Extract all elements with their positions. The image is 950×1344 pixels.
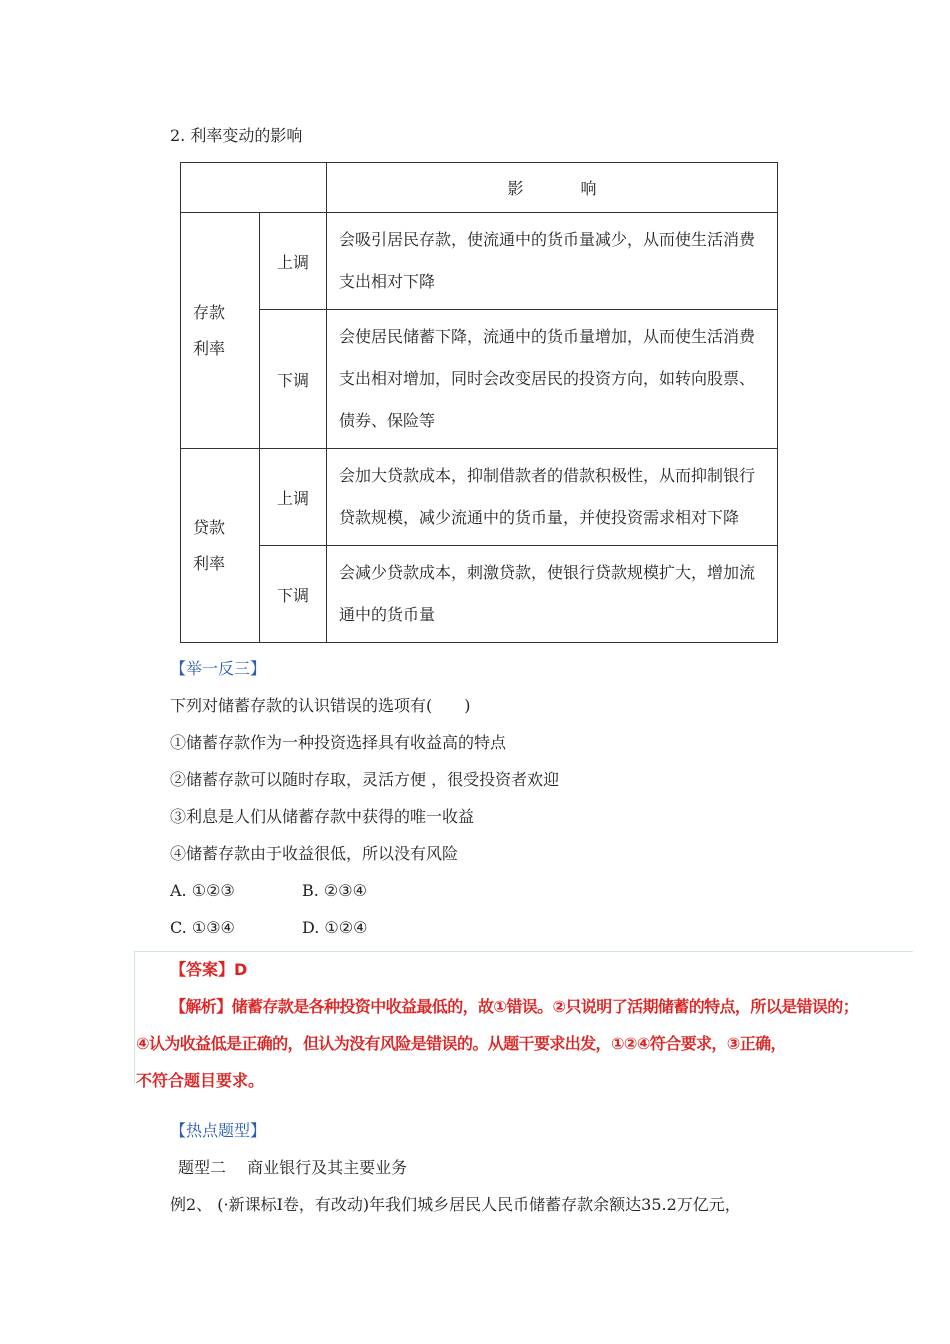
impact-cell: 会吸引居民存款，使流通中的货币量减少，从而使生活消费支出相对下降 <box>327 213 778 310</box>
practice-item: ④储蓄存款由于收益很低，所以没有风险 <box>170 844 459 863</box>
direction-cell: 上调 <box>260 213 327 310</box>
impact-cell: 会使居民储蓄下降，流通中的货币量增加，从而使生活消费支出相对增加，同时会改变居民的投资方向，如转向股票、债券、保险等 <box>327 310 778 449</box>
loan-rate-label: 贷款 利率 <box>181 449 260 643</box>
table-row <box>181 449 778 546</box>
table-row <box>181 213 778 310</box>
example-line: 例2、 (·新课标Ⅰ卷，有改动)年我们城乡居民人民币储蓄存款余额达35.2万亿元， <box>170 1195 741 1214</box>
impact-header: 影 响 <box>327 163 778 213</box>
analysis-line: 【解析】储蓄存款是各种投资中收益最低的，故①错误。②只说明了活期储蓄的特点，所以是错误的； <box>170 997 859 1016</box>
interest-rate-table <box>180 162 778 643</box>
option-c: C. ①③④ <box>170 918 235 937</box>
practice-item: ③利息是人们从储蓄存款中获得的唯一收益 <box>170 807 475 826</box>
answer-line: 【答案】D <box>170 960 248 979</box>
option-d: D. ①②④ <box>302 918 368 937</box>
section-heading: 2. 利率变动的影响 <box>170 126 303 145</box>
direction-cell: 上调 <box>260 449 327 546</box>
table-row <box>181 310 778 449</box>
deposit-rate-label: 存款 利率 <box>181 213 260 449</box>
impact-cell: 会减少贷款成本，刺激贷款，使银行贷款规模扩大，增加流通中的货币量 <box>327 546 778 643</box>
impact-cell: 会加大贷款成本，抑制借款者的借款积极性，从而抑制银行贷款规模，减少流通中的货币量，并使投资需求相对下降 <box>327 449 778 546</box>
analysis-line: ④认为收益低是正确的，但认为没有风险是错误的。从题干要求出发，①②④符合要求，③正确， <box>136 1034 786 1053</box>
answer-box <box>134 951 913 1085</box>
direction-cell: 下调 <box>260 546 327 643</box>
table-corner-cell <box>181 163 327 213</box>
table-row <box>181 546 778 643</box>
option-a: A. ①②③ <box>170 881 235 900</box>
option-b: B. ②③④ <box>302 881 367 900</box>
hot-tag: 【热点题型】 <box>170 1121 267 1140</box>
practice-item: ②储蓄存款可以随时存取，灵活方便 ，很受投资者欢迎 <box>170 770 560 789</box>
question-type: 题型二 商业银行及其主要业务 <box>178 1158 408 1177</box>
analysis-line: 不符合题目要求。 <box>136 1071 265 1090</box>
direction-cell: 下调 <box>260 310 327 449</box>
practice-item: ①储蓄存款作为一种投资选择具有收益高的特点 <box>170 733 507 752</box>
practice-question: 下列对储蓄存款的认识错误的选项有( ) <box>170 696 471 715</box>
practice-tag: 【举一反三】 <box>170 659 267 678</box>
